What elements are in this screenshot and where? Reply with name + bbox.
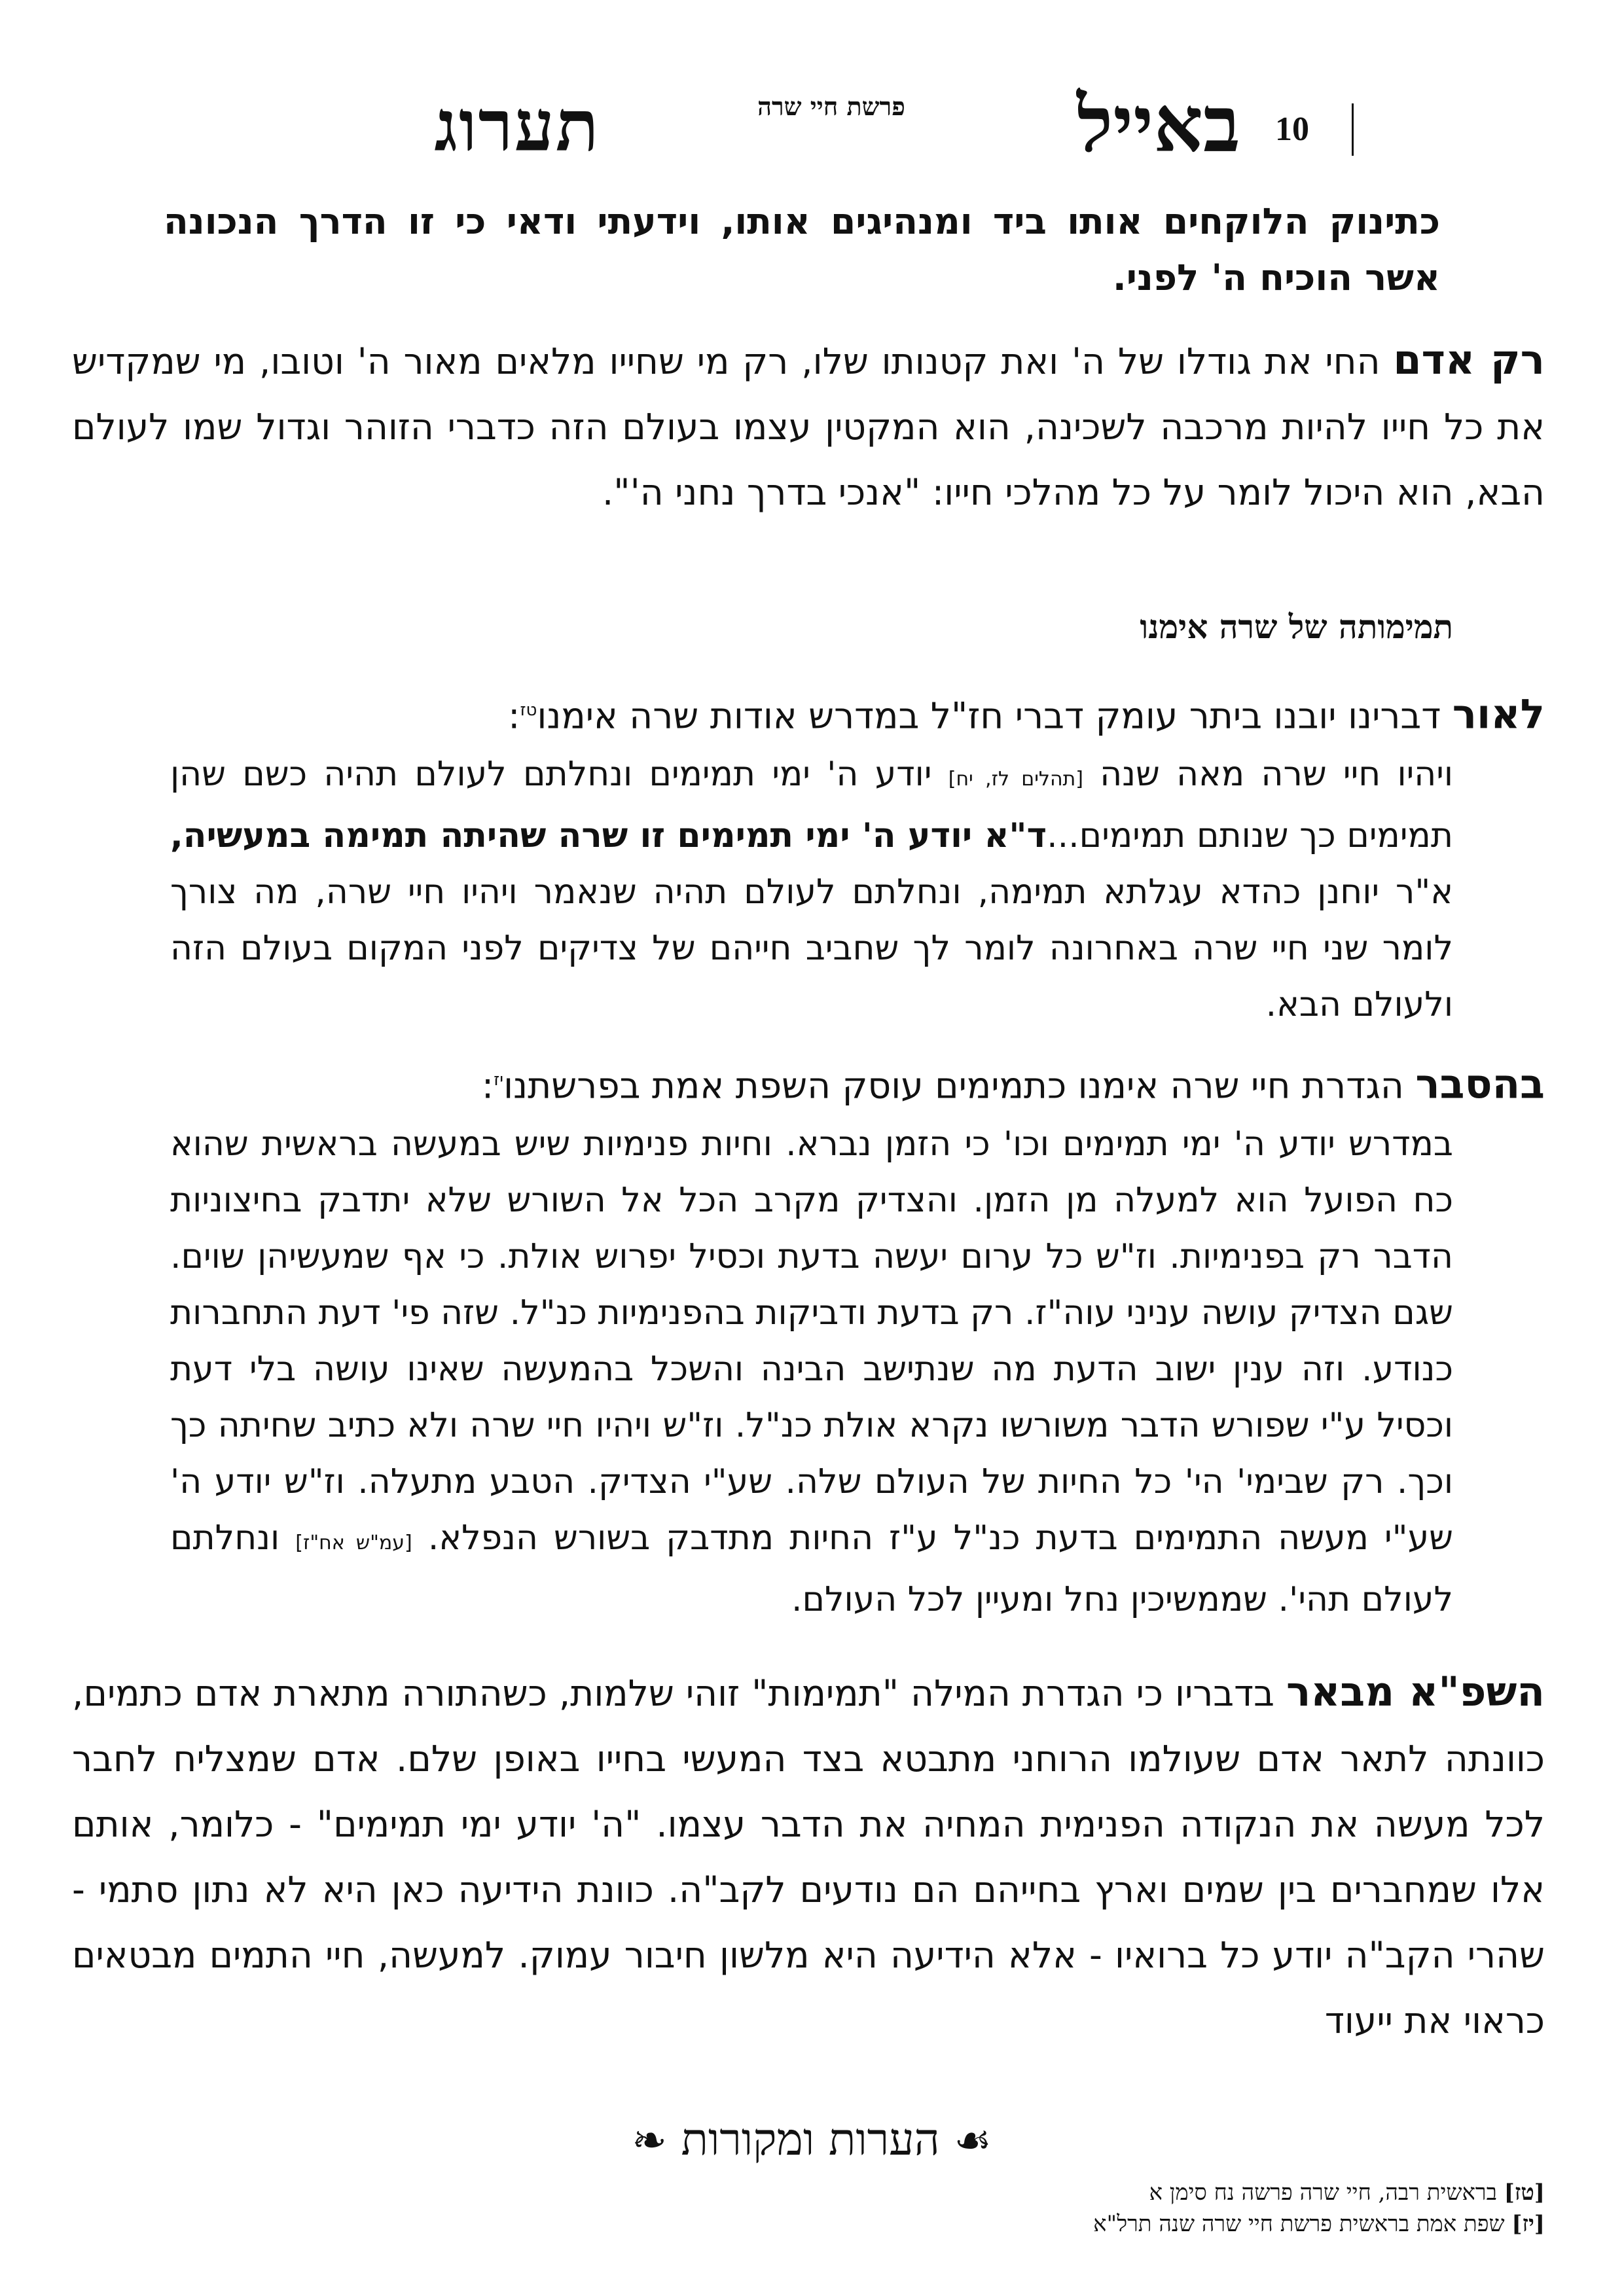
footnote-item — [393, 2179, 1545, 2206]
quote-text: ויהיו חיי שרה מאה שנה — [1083, 755, 1454, 794]
notes-heading — [563, 2114, 1060, 2166]
quote-text: במדרש יודע ה' ימי תמימים וכו' כי הזמן נברא. וחיות פנימיות שיש במעשה בראשית שהוא כח הפועל הוא למעלה מן הזמן. והצדיק מקרב הכל אל השורש שלא יתדבק בחיצוניות הדבר רק בפנימיות. וז"ש כל ערום יעשה בדעת וכסיל יפרוש אולת. כי אף שמעשיהן שוים. שגם הצדיק עושה עניני עוה"ז. רק בדעת ודביקות בהפנימיות כנ"ל. שזה פי' דעת התחברות כנודע. וזה ענין ישוב הדעת מה שנתישב הבינה והשכל בהמעשה שאינו עושה בלי דעת וכסיל ע"י שפורש הדבר משורשו נקרא אולת כנ"ל. וז"ש ויהיו חיי שרה ולא כתיב שחיתה כך וכך. רק שבימי' הי' כל החיות של העולם שלה. שע"י הצדיק. הטבע מתעלה. וז"ש יודע ה' שע"י מעשה התמימים בדעת כנ"ל ע"ז החיות מתדבק בשורש הנפלא. — [170, 1124, 1453, 1558]
header-left-title: תערוג — [434, 85, 600, 168]
paragraph-lead-word: בהסבר — [1415, 1060, 1545, 1108]
footnote-mark: [טז] — [1504, 2179, 1545, 2206]
ornament-right-icon: ☙ — [954, 2117, 992, 2165]
quote-text: יודע ה' ימי תמימים ונחלתם לעולם תהיה כשם שהן תמימים כך שנותם תמימים... — [170, 755, 1453, 855]
paragraph-body: החי את גודלו של ה' ואת קטנותו שלו, רק מי שחייו מלאים מאור ה' וטובו, מי שמקדיש את כל חייו להיות מרכבה לשכינה, הוא המקטין עצמו בעולם הזה כדברי הזוהר וגדול שמו לעולם הבא, הוא היכול לומר על כל מהלכי חייו: "אנכי בדרך נחני ה'". — [72, 340, 1545, 513]
footnote-text: בראשית רבה, חיי שרה פרשה נח סימן א — [1149, 2179, 1504, 2206]
header-right-title: באייל — [1077, 79, 1240, 170]
source-ref: [עמ"ש אח"ז] — [295, 1532, 412, 1554]
page-number: 10 — [1275, 103, 1354, 156]
ornament-left-icon: ❧ — [632, 2117, 667, 2165]
footnote-text: שפת אמת בראשית פרשת חיי שרה שנה תרל"א — [1093, 2211, 1512, 2237]
paragraph-body: בדבריו כי הגדרת המילה "תמימות" זוהי שלמות, כשהתורה מתארת אדם כתמים, כוונתה לתאר אדם שעולמו הרוחני מתבטא בצד המעשי בחייו באופן שלם. אדם שמצליח לחבר לכל מעשה את הנקודה הפנימית המחיה את הדבר עצמו. "ה' יודע ימי תמימים" - כלומר, אותם אלו שמחברים בין שמים וארץ בחייהם הם נודעים לקב"ה. כוונת הידיעה כאן היא לא נתון סתמי - שהרי הקב"ה יודע כל ברואיו - אלא הידיעה היא מלשון חיבור עמוק. למעשה, חיי התמים מבטאים כראוי את ייעוד — [72, 1672, 1545, 2041]
paragraph-lead-word: השפ"א מבאר — [1286, 1668, 1545, 1715]
paragraph-rak-adam — [72, 327, 1545, 525]
source-ref: [תהלים לז, יח] — [948, 768, 1083, 791]
quote-text: א"ר יוחנן כהדא עגלתא תמימה, ונחלתם לעולם תהיה שנאמר ויהיו חיי שרה, מה צורך לומר שני חיי שרה באחרונה לומר לך שחביב חייהם של צדיקים לפני המקום בעולם הזה ולעולם הבא. — [170, 872, 1453, 1024]
paragraph-lead-word: לאור — [1452, 690, 1545, 738]
footnote-ref: יז — [494, 1070, 504, 1090]
paragraph-end: : — [481, 1064, 494, 1107]
header-parsha-title: פרשת חיי שרה — [757, 92, 905, 121]
notes-title: הערות ומקורות — [681, 2114, 940, 2166]
paragraph-body: הגדרת חיי שרה אימנו כתמימים עוסק השפת אמת בפרשתנו — [503, 1064, 1416, 1107]
footnote-ref: טז — [520, 700, 537, 720]
quote-text: ונחלתם לעולם תהי'. שממשיכין נחל ומעיין לכל העולם. — [170, 1518, 1453, 1619]
paragraph-body: דברינו יובנו ביתר עומק דברי חז"ל במדרש אודות שרה אימנו — [537, 694, 1453, 737]
paragraph-lead-word: רק אדם — [1393, 336, 1545, 384]
quote-midrash — [170, 746, 1453, 1033]
paragraph-end: : — [507, 694, 520, 737]
section-subheading: תמימותה של שרה אימנו — [1140, 607, 1453, 646]
footnote-item — [393, 2211, 1545, 2237]
quote-sfas-emes — [170, 1116, 1453, 1628]
quote-bold-text: ד"א יודע ה' ימי תמימים זו שרה שהיתה תמימה במעשיה, — [170, 816, 1047, 855]
footnote-mark: [יז] — [1511, 2211, 1545, 2237]
paragraph-leor — [72, 677, 1545, 748]
paragraph-sfas-mevaer — [72, 1659, 1545, 2053]
paragraph-behesber — [72, 1047, 1545, 1118]
intro-paragraph: כתינוק הלוקחים אותו ביד ומנהיגים אותו, וידעתי ודאי כי זו הדרך הנכונה אשר הוכיח ה' לפני. — [164, 200, 1440, 298]
